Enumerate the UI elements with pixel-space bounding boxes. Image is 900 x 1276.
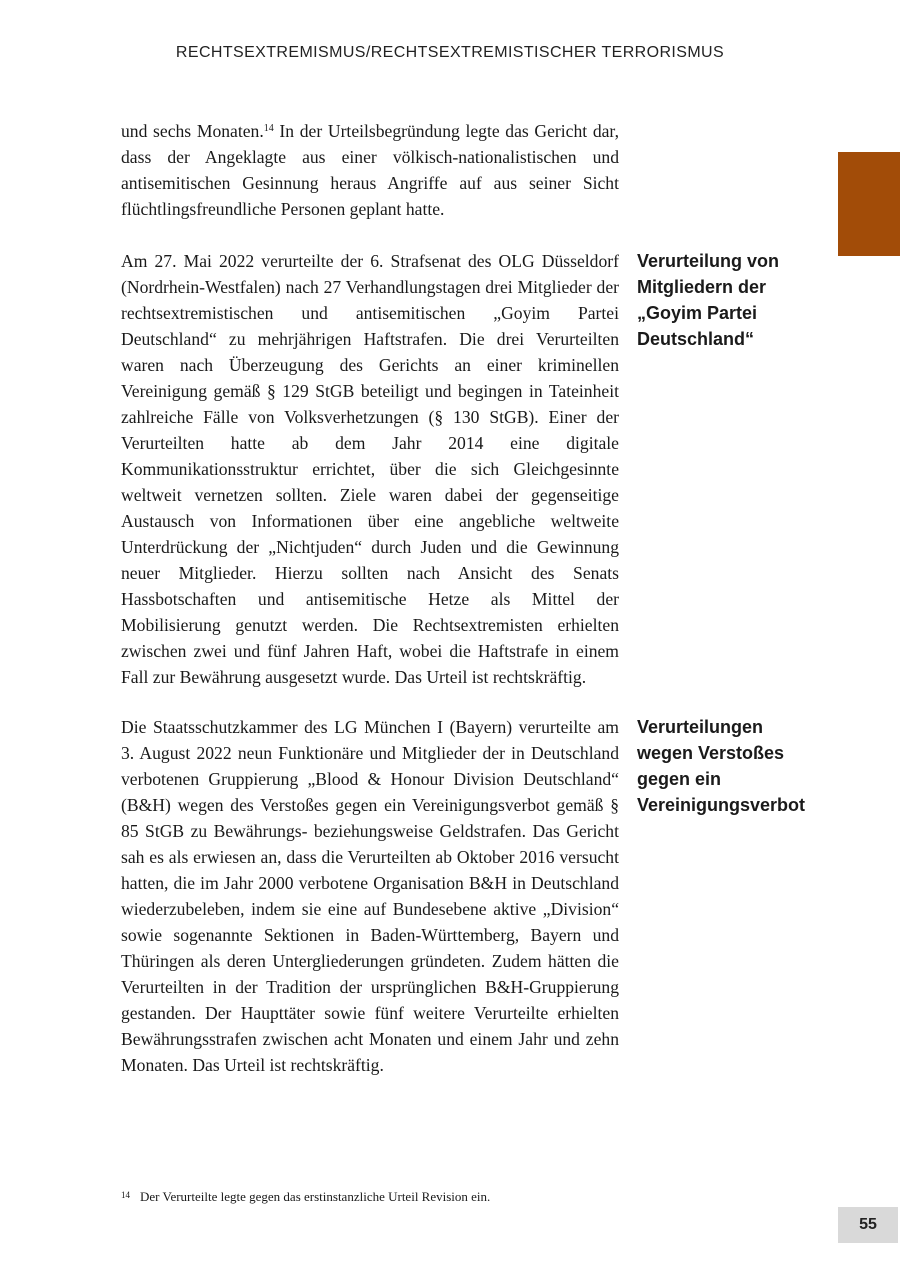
paragraph-1-text-end: In der Urteilsbegründung legte das Gericht dar, dass der Angeklagte aus einer völkisch-nationalistischen und antisemitischen Gesinnung heraus Angriffe auf aus seiner Sicht flüchtlingsfreundliche Personen geplant hatte.: [121, 121, 619, 219]
paragraph-3-text: Die Staatsschutzkammer des LG München I (Bayern) verurteilte am 3. August 2022 neun Funktionäre und Mitglieder der in Deutschland verbotenen Gruppierung „Blood & Honour Division Deutschland“ (B&H) wegen des Verstoßes gegen ein Vereinigungsverbot gemäß § 85 StGB zu Bewährungs- beziehungsweise Geldstrafen. Das Gericht sah es als erwiesen an, dass die Verurteilten ab Oktober 2016 versucht hatten, die im Jahr 2000 verbotene Organisation B&H in Deutschland wiederzubeleben, indem sie eine auf Bundesebene aktive „Division“ sowie sogenannte Sektionen in Baden-Württemberg, Bayern und Thüringen als deren Untergliederungen gründeten. Zudem hätten die Verurteilten in der Tradition der ursprünglichen B&H-Gruppierung gestanden. Der Haupttäter sowie fünf weitere Verurteilte erhielten Bewährungsstrafen zwischen acht Monaten und einem Jahr und zehn Monaten. Das Urteil ist rechtskräftig.: [121, 717, 619, 1075]
margin-note-line: „Goyim Partei: [637, 303, 758, 323]
footnote: [121, 1186, 721, 1206]
margin-note-line: gegen ein: [637, 769, 722, 789]
margin-note-line: Deutschland“: [637, 329, 755, 349]
page-number: 55: [838, 1207, 898, 1243]
chapter-tab-marker: [838, 152, 900, 256]
margin-note-line: Verurteilungen: [637, 717, 764, 737]
margin-note-line: Vereinigungsverbot: [637, 795, 806, 815]
margin-note-line: wegen Verstoßes: [637, 743, 785, 763]
running-header: RECHTSEXTREMISMUS/RECHTSEXTREMISTISCHER TERRORISMUS: [175, 44, 725, 61]
paragraph-2-text: Am 27. Mai 2022 verurteilte der 6. Strafsenat des OLG Düsseldorf (Nordrhein-Westfalen) nach 27 Verhandlungstagen drei Mitglieder der rechtsextremistischen und antisemitischen „Goyim Partei Deutschland“ zu mehrjährigen Haftstrafen. Die drei Verurteilten waren nach Überzeugung des Gerichts an einer kriminellen Vereinigung gemäß § 129 StGB beteiligt und begingen in Tateinheit zahlreiche Fälle von Volksverhetzungen (§ 130 StGB). Einer der Verurteilten hatte ab dem Jahr 2014 eine digitale Kommunikationsstruktur errichtet, über die sich Gleichgesinnte weltweit vernetzen sollten. Ziele waren dabei der gegenseitige Austausch von Informationen über eine angebliche weltweite Unterdrückung der „Nichtjuden“ durch Juden und die Gewinnung neuer Mitglieder. Hierzu sollten nach Ansicht des Senats Hassbotschaften und antisemitische Hetze als Mittel der Mobilisierung genutzt werden. Die Rechtsextremisten erhielten zwischen zwei und fünf Jahren Haft, wobei die Haftstrafe in einem Fall zur Bewährung ausgesetzt wurde. Das Urteil ist rechtskräftig.: [121, 251, 619, 687]
margin-note-line: Verurteilung von: [637, 251, 780, 271]
margin-note-goyim-partei: [637, 248, 837, 352]
footnote-text: Der Verurteilte legte gegen das erstinstanzliche Urteil Revision ein.: [140, 1189, 491, 1204]
margin-note-line: Mitgliedern der: [637, 277, 767, 297]
footnote-number: 14: [121, 1190, 130, 1200]
paragraph-1-text-start: und sechs Monaten.: [121, 121, 264, 141]
paragraph-1: [121, 118, 619, 222]
paragraph-3: [121, 714, 619, 1078]
footnote-reference: 14: [263, 123, 274, 134]
margin-note-vereinigungsverbot: [637, 714, 837, 818]
paragraph-2: [121, 248, 619, 690]
